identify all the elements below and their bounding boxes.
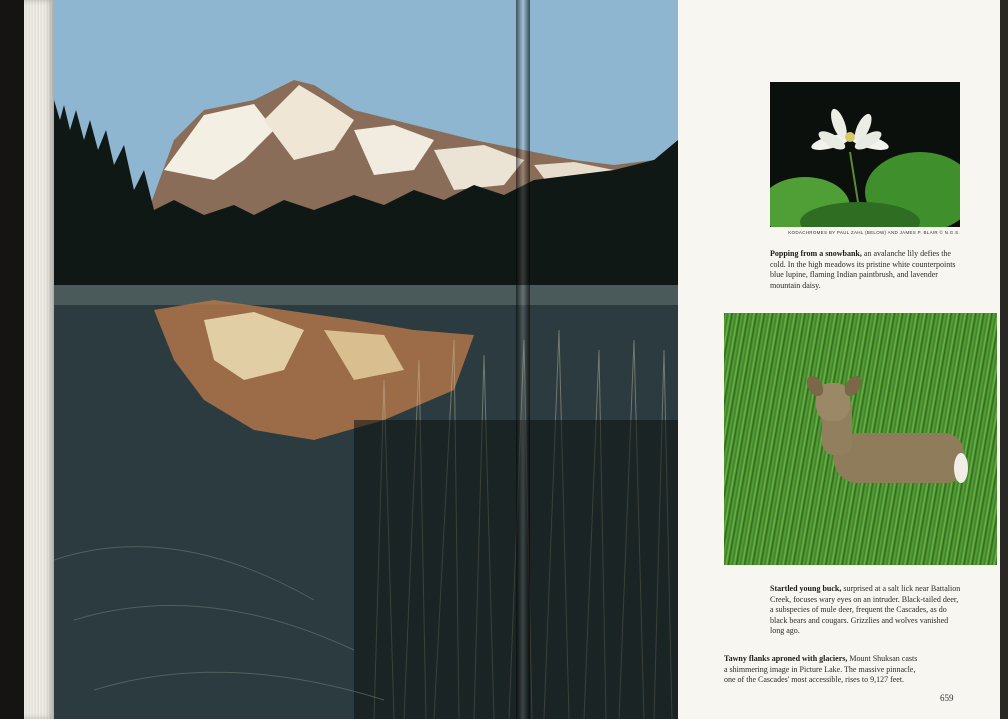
caption-lily-lead: Popping from a snowbank, — [770, 249, 862, 258]
mountain-lake-photo — [54, 0, 678, 719]
caption-main-body: Mount Shuksan casts a shimmering image in Picture Lake. The massive pinnacle, one of the Cascades' most accessible, rises to 9,127 feet. — [724, 654, 918, 684]
page-edges — [24, 0, 54, 719]
young-buck-photo — [724, 313, 997, 565]
book-gutter — [516, 0, 530, 719]
caption-deer — [770, 584, 962, 637]
caption-deer-body: surprised at a salt lick near Battalion Creek, focuses wary eyes on an intruder. Black-tailed deer, a subspecies of mule deer, frequent the Cascades, as do black bears and cougars. Grizzlies and wolves vanished long ago. — [770, 584, 961, 635]
caption-deer-lead: Startled young buck, — [770, 584, 842, 593]
caption-main — [724, 654, 920, 686]
caption-main-lead: Tawny flanks aproned with glaciers, — [724, 654, 848, 663]
deer-tail — [954, 453, 968, 483]
lily-illustration — [770, 82, 960, 227]
deer-body — [834, 433, 964, 483]
mountain-illustration — [54, 0, 678, 719]
photo-credit: KODACHROMES BY PAUL ZAHL (BELOW) AND JAMES P. BLAIR © N.G.S. — [788, 230, 960, 235]
caption-lily-body: an avalanche lily defies the cold. In the high meadows its pristine white counterpoints blue lupine, flaming Indian paintbrush, and lavender mountain daisy. — [770, 249, 956, 290]
avalanche-lily-photo — [770, 82, 960, 227]
right-edge — [1000, 0, 1008, 719]
caption-lily — [770, 249, 962, 291]
page-number: 659 — [940, 693, 954, 703]
